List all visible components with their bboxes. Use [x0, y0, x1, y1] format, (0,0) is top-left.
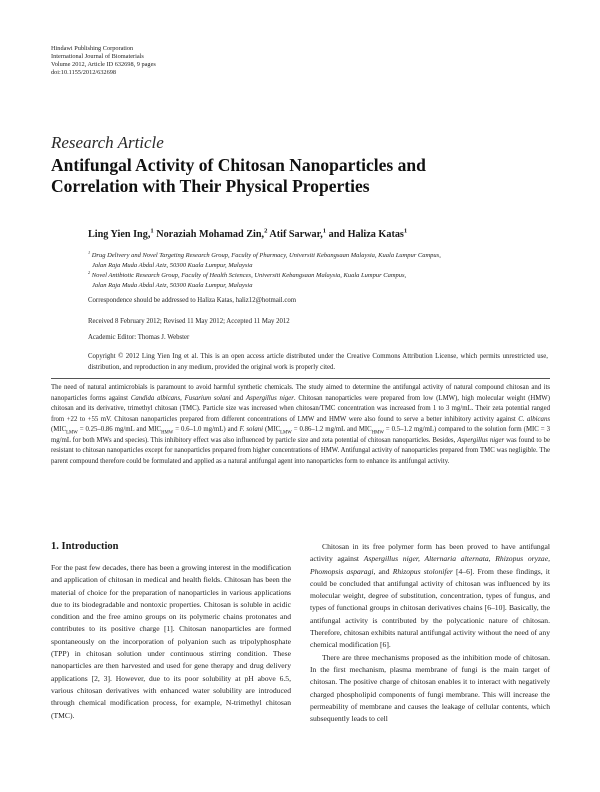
body-text: Rhizopus stolonifer — [392, 566, 453, 576]
affiliation-line: $^2$ Novel Antibiotic Research Group, Faculty of Health Sciences, Universiti Kebangsaan Malaysia, Kuala Lumpur Campus, — [88, 269, 407, 279]
abstract-text: HMW — [161, 430, 174, 436]
received-dates: Received 8 February 2012; Revised 11 May 2012; Accepted 11 May 2012 — [88, 318, 290, 325]
abstract — [51, 383, 550, 467]
doi: doi:10.1155/2012/632698 — [51, 69, 117, 76]
abstract-text: (MIC — [51, 426, 67, 433]
body-paragraph — [51, 562, 291, 722]
divider — [51, 378, 550, 379]
abstract-text: Aspergillus niger — [457, 436, 505, 444]
author: Noraziah Mohamad Zin,$^2$ — [153, 227, 268, 240]
copyright-notice: Copyright © 2012 Ling Yien Ing et al. This is an open access article distributed under the Creative Commons Attribution License, which permits unrestricted use, distribution, and reproduction in any medium, provided the original work is properly cited. — [88, 353, 548, 371]
abstract-text: = 0.86–1.2 mg/mL and MIC — [291, 426, 372, 433]
abstract-text: , — [180, 394, 185, 402]
publisher-name: Hindawi Publishing Corporation — [51, 45, 134, 52]
author: Ling Yien Ing,$^1$ — [88, 227, 154, 240]
body-column-right — [310, 541, 550, 725]
affiliation-2 — [88, 271, 406, 291]
body-text: Chitosan in its free polymer form has been proved to have antifungal activity against — [310, 542, 550, 564]
title-line-2: Correlation with Their Physical Properties — [51, 176, 370, 196]
abstract-text: The need of natural antimicrobials is paramount to avoid harmful synthetic chemicals. The study aimed to determine the antifungal activity of natural compound chitosan and its nanoparticles forms against — [51, 384, 550, 402]
volume-info: Volume 2012, Article ID 632698, 9 pages — [51, 61, 156, 68]
author-list — [88, 229, 407, 240]
author: and Haliza Katas$^1$ — [326, 227, 408, 240]
abstract-text: = 0.25–0.86 mg/mL and MIC — [77, 426, 162, 433]
abstract-text: C. albicans — [518, 415, 550, 423]
correspondence: Correspondence should be addressed to Haliza Katas, haliz12@hotmail.com — [88, 297, 297, 304]
author: Atif Sarwar,$^1$ — [267, 227, 327, 240]
section-heading: 1. Introduction — [51, 541, 119, 552]
body-paragraph — [310, 541, 550, 652]
title-line-1: Antifungal Activity of Chitosan Nanoparticles and — [51, 155, 426, 175]
abstract-text: HMW — [371, 430, 384, 436]
affiliation-line: Jalan Raja Muda Abdul Aziz, 50300 Kuala Lumpur, Malaysia — [92, 262, 253, 269]
academic-editor: Academic Editor: Thomas J. Webster — [88, 334, 190, 341]
journal-name: International Journal of Biomaterials — [51, 53, 144, 60]
body-text: Aspergillus niger, Alternaria alternata, Rhizopus oryzae, Phomopsis asparagi — [310, 554, 550, 576]
abstract-text: Candida albicans — [130, 394, 181, 402]
body-text: For the past few decades, there has been a growing interest in the modification and application of chitosan in medical and health fields. Chitosan has been the material of choice for the preparation of nanoparticles in various applications due to its biodegradable and nontoxic properties. Chitosan is soluble in acidic condition and the free amino groups on its polymeric chains protonates and contributes to its positive charge [1]. Chitosan nanoparticles are formed spontaneously on the incorporation of polyanion such as tripolyphosphate (TPP) in chitosan solution under continuous stirring condition. These nanoparticles are then harvested and used for gene therapy and drug delivery applications [2, 3]. However, due to its poor solubility at pH above 6.5, various chitosan derivatives with enhanced water solubility are introduced through chemical modification process, for example, N-trimethyl chitosan (TMC). — [51, 563, 291, 720]
body-text: , and — [373, 566, 393, 576]
body-paragraph — [310, 652, 550, 726]
abstract-text: was found to be resistant to chitosan nanoparticles except for nanoparticles prepared from higher concentrations of HMW. Antifungal activity of nanoparticles prepared from TMC was negligible. The parent compound therefore could be formulated and applied as a natural antifungal agent into nanoparticles form to enhance its antifungal activity. — [51, 436, 550, 465]
affiliation-line: $^1$ Drug Delivery and Novel Targeting Research Group, Faculty of Pharmacy, Universiti Kebangsaan Malaysia, Kuala Lumpur Campus, — [88, 249, 441, 259]
abstract-text: LMW — [66, 430, 78, 436]
abstract-text: Aspergillus niger — [246, 394, 294, 402]
body-text: [4–6]. From these findings, it could be concluded that antifungal activity of chitosan was influenced by its molecular weight, degree of substitution, concentration, types of fungus, and types of functional groups in chitosan derivatives chains [6–10]. Basically, the antifungal activity is contributed by the polycationic nature of chitosan. Therefore, chitosan exhibits natural antifungal activity without the need of any chemical modification [6]. — [310, 566, 551, 650]
abstract-text: . Chitosan nanoparticles were prepared from low (LMW), high molecular weight (HMW) chitosan and its derivative, trimethyl chitosan (TMC). Particle size was increased when chitosan/TMC concentration was increased from 1 to 3 mg/mL. Their zeta potential ranged from +22 to +55 mV. Chitosan nanoparticles prepared from different concentrations of LMW and HMW were also found to serve a better inhibitory activity against — [51, 394, 550, 423]
abstract-text: (MIC — [263, 426, 281, 433]
article-type: Research Article — [51, 133, 164, 152]
body-column-left — [51, 562, 291, 722]
affiliation-1 — [88, 251, 441, 271]
abstract-text: Fusarium solani — [184, 394, 231, 402]
affiliation-line: Jalan Raja Muda Abdul Aziz, 50300 Kuala Lumpur, Malaysia — [92, 282, 253, 289]
abstract-text: LMW — [280, 430, 292, 436]
abstract-text: = 0.6–1.0 mg/mL) and — [173, 426, 240, 433]
abstract-text: = 0.5–1.2 mg/mL) compared to the solution form (MIC = 3 mg/mL for both MWs and species). This inhibitory effect was also influenced by particle size and zeta potential of chitosan nanoparticles. Besides, — [51, 426, 550, 444]
abstract-text: and — [230, 394, 246, 402]
abstract-text: F. solani — [239, 426, 264, 433]
body-text: There are three mechanisms proposed as the inhibition mode of chitosan. In the first mechanism, plasma membrane of fungi is the main target of chitosan. The positive charge of chitosan enables it to interact with negatively charged phospholipid components of fungi membrane. This will increase the permeability of membrane and causes the leakage of cellular contents, which subsequently leads to cell — [310, 652, 550, 724]
